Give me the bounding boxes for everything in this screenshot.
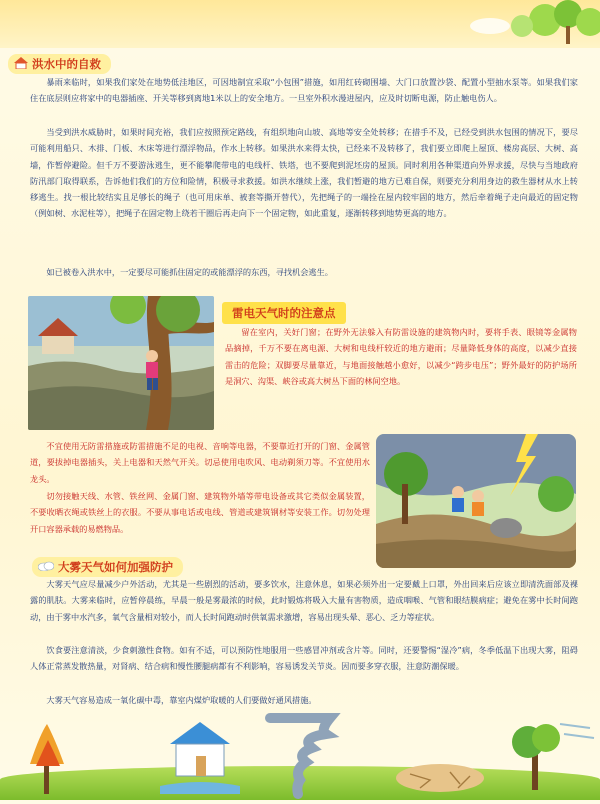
section-title-thunder	[222, 302, 346, 324]
thunder-paragraph-1: 留在室内，关好门窗；在野外无法躲入有防雷设施的建筑物内时，要将手表、眼镜等金属物品摘掉，千万不要在离电源、大树和电线杆较近的地方避雨；尽量降低身体的高度，以减少直接雷击的危险；双脚要尽量靠近，与地面接触越小愈好，以减少“跨步电压”；野外最好的防护场所是洞穴、沟渠、峡谷或高大树丛下面的林间空地。	[225, 327, 577, 386]
flood-illustration	[28, 296, 214, 430]
flood-paragraph-3: 如已被卷入洪水中，一定要尽可能抓住固定的或能漂浮的东西，寻找机会逃生。	[46, 267, 333, 277]
tornado-icon	[270, 718, 330, 794]
flood-paragraph-1: 暴雨来临时，如果我们家处在地势低洼地区，可因地制宜采取“小包围”措施，如用红砖砌围墙、大门口放置沙袋、配置小型抽水泵等。如果我们家住在底层则应将家中的电器插座、开关等移到离地1米以上的安全地方。一旦室外积水漫进屋内，应及时切断电源，防止触电伤人。	[30, 77, 578, 104]
fog-paragraph-1: 大雾天气应尽量减少户外活动，尤其是一些剧烈的活动，要多饮水，注意休息，如果必须外出一定要戴上口罩，外出回来后应该立即清洗面部及裸露的肌肤。大雾来临时，应暂停晨练，早晨一般是雾最浓的时候，此时锻炼将吸入大量有害物质，造成咽喉、气管和眼结膜病症；避免在雾中长时间跑动，由于雾中水汽多，氧气含量相对较小，而人长时间跑动时供氧需求激增，容易出现头晕、恶心、乏力等症状。	[30, 579, 578, 622]
section-title-fog	[32, 557, 183, 577]
top-clouds-trees-icon	[340, 0, 600, 48]
section-title-text: 雷电天气时的注意点	[232, 306, 336, 320]
lightning-illustration	[376, 434, 576, 568]
bottom-illustrations	[0, 704, 600, 800]
top-decoration	[0, 0, 600, 48]
thunder-paragraph-3: 切勿接触天线、水管、铁丝网、金属门窗、建筑物外墙等带电设备或其它类似金属装置，不要收晒衣绳或铁丝上的衣服。不要从事电话或电线、管道或建筑钢材等安装工作。切勿处理开口容器承载的易燃物品。	[30, 491, 370, 534]
fog-paragraph-3: 大雾天气容易造成一氧化碳中毒，靠室内煤炉取暖的人们要做好通风措施。	[46, 695, 317, 705]
house-icon	[160, 722, 240, 794]
cloud-icon	[38, 560, 54, 574]
house-icon	[14, 57, 28, 72]
storm-tree-icon	[512, 724, 594, 790]
fog-paragraph-2: 饮食要注意清淡，少食刺激性食物。如有不适，可以预防性地服用一些感冒冲剂或含片等。同时，还要警惕“湿冷”病，冬季低温下出现大雾，阻碍人体正常蒸发散热量，对肾病、结合病和慢性腰腿病都有不利影响，容易诱发关节炎。因而要多穿衣服，注意防潮保暖。	[30, 645, 578, 672]
drought-icon	[396, 764, 484, 792]
thunder-paragraph-2: 不宜使用无防雷措施或防雷措施不足的电视、音响等电器，不要靠近打开的门窗、金属管道，要拔掉电器插头，关上电器和天然气开关。切忌使用电吹风、电动剃须刀等。不宜使用水龙头。	[30, 441, 370, 484]
section-title-flood	[8, 54, 111, 74]
section-title-text: 洪水中的自救	[32, 57, 101, 71]
fire-tree-icon	[30, 724, 64, 794]
flood-paragraph-2: 当受到洪水威胁时，如果时间充裕，我们应按照预定路线，有组织地向山坡、高地等安全处转移；在措手不及，已经受到洪水包围的情况下，要尽可能利用船只、木排、门板、木床等进行漂浮物品，作水上转移。如果洪水来得太快，已经来不及转移了，我们要立即爬上屋顶、楼房高层、大树、高墙，作暂停避险。但千万不要游泳逃生，更不能攀爬带电的电线杆、铁塔，也不要爬到泥坯房的屋顶。同时利用各种渠道向外界求援，尽快与当地政府防汛部门取得联系，告诉他们我们的方位和险情，积极寻求救援。如洪水继续上涨，我们暂避的地方已难自保，则要充分利用身边的救生器材从水上转移逃生。找一根比较结实且足够长的绳子（也可用床单、被套等撕开替代），先把绳子的一端拴在屋内较牢固的地方，然后牵着绳子走向最近的固定物（例如树、水泥柱等），把绳子在固定物上绕若干圈后再走向下一个固定物，如此重复，逐渐转移到地势更高的地方。	[30, 127, 578, 219]
section-title-text: 大雾天气如何加强防护	[58, 560, 173, 574]
